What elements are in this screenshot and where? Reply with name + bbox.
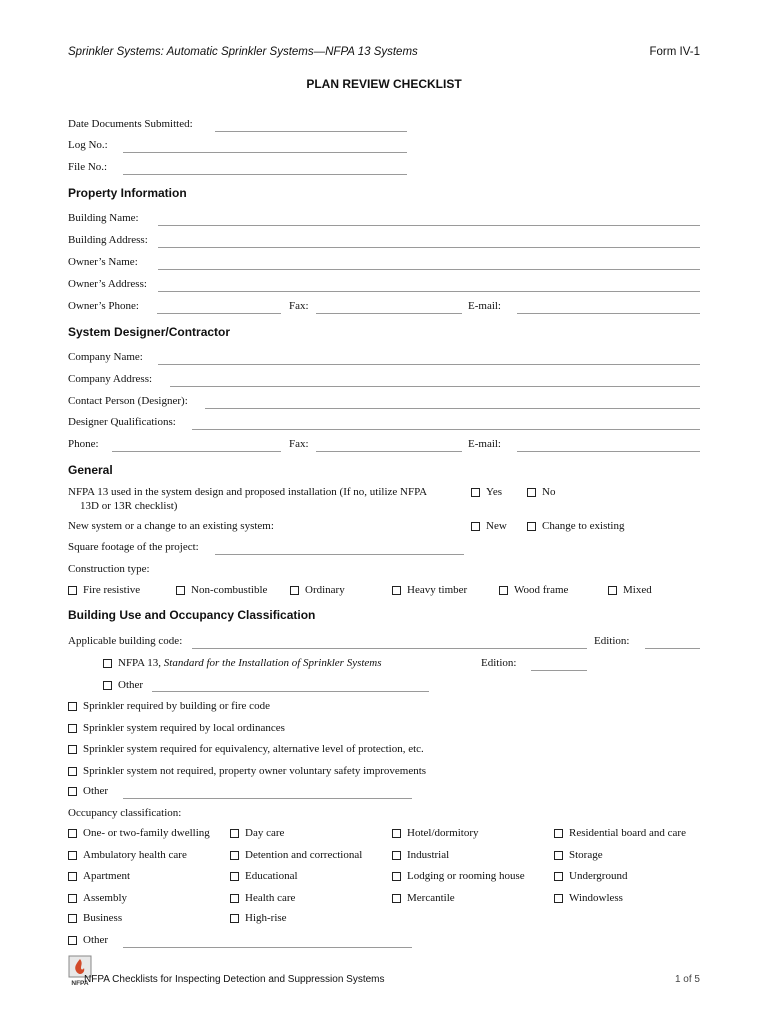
occupancy-other-field[interactable] bbox=[123, 947, 412, 948]
construction-non-combustible-label: Non-combustible bbox=[191, 584, 268, 596]
occupancy-residential-board-care-checkbox[interactable] bbox=[554, 829, 563, 838]
new-checkbox[interactable] bbox=[471, 522, 480, 531]
date-submitted-label: Date Documents Submitted: bbox=[68, 118, 193, 130]
owner-email-label: E-mail: bbox=[468, 300, 501, 312]
other-code-label: Other bbox=[118, 679, 144, 691]
construction-ordinary-label: Ordinary bbox=[305, 584, 345, 596]
square-footage-field[interactable] bbox=[215, 554, 464, 555]
occupancy-high-rise-checkbox[interactable] bbox=[230, 914, 239, 923]
occupancy-underground-label: Underground bbox=[569, 870, 628, 882]
building-address-label: Building Address: bbox=[68, 234, 148, 246]
occupancy-industrial-label: Industrial bbox=[407, 849, 450, 861]
contact-person-label: Contact Person (Designer): bbox=[68, 395, 188, 407]
code-edition-field[interactable] bbox=[645, 648, 700, 649]
occupancy-other-label: Other bbox=[83, 934, 109, 946]
change-existing-label: Change to existing bbox=[542, 520, 625, 532]
occupancy-windowless-label: Windowless bbox=[569, 892, 623, 904]
requirement-other-field[interactable] bbox=[123, 798, 412, 799]
qualifications-label: Designer Qualifications: bbox=[68, 416, 176, 428]
footer-text: NFPA Checklists for Inspecting Detection and Suppression Systems bbox=[84, 974, 385, 985]
page-number: 1 of 5 bbox=[674, 974, 700, 985]
header-form-name: Sprinkler Systems: Automatic Sprinkler Systems—NFPA 13 Systems bbox=[68, 46, 418, 58]
requirement-voluntary-label: Sprinkler system not required, property owner voluntary safety improvements bbox=[83, 765, 427, 777]
company-address-label: Company Address: bbox=[68, 373, 153, 385]
occupancy-hotel-dormitory-label: Hotel/dormitory bbox=[407, 827, 479, 839]
building-address-field[interactable] bbox=[158, 247, 700, 248]
occupancy-other-checkbox[interactable] bbox=[68, 936, 77, 945]
construction-mixed-checkbox[interactable] bbox=[608, 586, 617, 595]
qualifications-field[interactable] bbox=[192, 429, 700, 430]
owner-fax-label: Fax: bbox=[289, 300, 309, 312]
occupancy-classification-label: Occupancy classification: bbox=[68, 807, 182, 819]
yes-label: Yes bbox=[486, 486, 503, 498]
applicable-code-label: Applicable building code: bbox=[68, 635, 183, 647]
occupancy-one-two-family-label: One- or two-family dwelling bbox=[83, 827, 210, 839]
requirement-equivalency-label: Sprinkler system required for equivalency, alternative level of protection, etc. bbox=[83, 743, 424, 755]
occupancy-industrial-checkbox[interactable] bbox=[392, 851, 401, 860]
requirement-other-label: Other bbox=[83, 785, 109, 797]
occupancy-windowless-checkbox[interactable] bbox=[554, 894, 563, 903]
occupancy-apartment-label: Apartment bbox=[83, 870, 131, 882]
occupancy-health-care-checkbox[interactable] bbox=[230, 894, 239, 903]
code-edition-label: Edition: bbox=[594, 635, 630, 647]
other-code-checkbox[interactable] bbox=[103, 681, 112, 690]
contact-person-field[interactable] bbox=[205, 408, 700, 409]
building-name-label: Building Name: bbox=[68, 212, 139, 224]
occupancy-day-care-checkbox[interactable] bbox=[230, 829, 239, 838]
construction-non-combustible-checkbox[interactable] bbox=[176, 586, 185, 595]
nfpa13-title: Standard for the Installation of Sprinkler Systems bbox=[163, 657, 382, 669]
requirement-equivalency-checkbox[interactable] bbox=[68, 745, 77, 754]
log-no-field[interactable] bbox=[123, 152, 407, 153]
change-existing-checkbox[interactable] bbox=[527, 522, 536, 531]
no-checkbox[interactable] bbox=[527, 488, 536, 497]
general-heading: General bbox=[68, 463, 113, 477]
construction-wood-frame-checkbox[interactable] bbox=[499, 586, 508, 595]
occupancy-health-care-label: Health care bbox=[245, 892, 296, 904]
nfpa13-question-line1: NFPA 13 used in the system design and proposed installation (If no, utilize NFPA bbox=[68, 486, 428, 498]
requirement-local-ordinances-label: Sprinkler system required by local ordinances bbox=[83, 722, 285, 734]
occupancy-high-rise-label: High-rise bbox=[245, 912, 287, 924]
occupancy-mercantile-checkbox[interactable] bbox=[392, 894, 401, 903]
owner-address-label: Owner’s Address: bbox=[68, 278, 147, 290]
occupancy-apartment-checkbox[interactable] bbox=[68, 872, 77, 881]
designer-phone-field[interactable] bbox=[112, 451, 281, 452]
occupancy-residential-board-care-label: Residential board and care bbox=[569, 827, 686, 839]
nfpa13-prefix: NFPA 13, bbox=[118, 657, 164, 669]
occupancy-storage-label: Storage bbox=[569, 849, 603, 861]
owner-phone-label: Owner’s Phone: bbox=[68, 300, 139, 312]
occupancy-one-two-family-checkbox[interactable] bbox=[68, 829, 77, 838]
no-label: No bbox=[542, 486, 556, 498]
date-submitted-field[interactable] bbox=[215, 131, 407, 132]
occupancy-heading: Building Use and Occupancy Classification bbox=[68, 608, 316, 622]
construction-heavy-timber-checkbox[interactable] bbox=[392, 586, 401, 595]
designer-email-label: E-mail: bbox=[468, 438, 501, 450]
occupancy-detention-label: Detention and correctional bbox=[245, 849, 363, 861]
nfpa13-edition-field[interactable] bbox=[531, 670, 587, 671]
nfpa13-question-line2: 13D or 13R checklist) bbox=[80, 500, 178, 512]
construction-fire-resistive-checkbox[interactable] bbox=[68, 586, 77, 595]
designer-heading: System Designer/Contractor bbox=[68, 325, 231, 339]
page-title: PLAN REVIEW CHECKLIST bbox=[306, 77, 462, 91]
construction-wood-frame-label: Wood frame bbox=[514, 584, 569, 596]
nfpa13-standard-checkbox[interactable] bbox=[103, 659, 112, 668]
owner-name-field[interactable] bbox=[158, 269, 700, 270]
square-footage-label: Square footage of the project: bbox=[68, 541, 199, 553]
occupancy-business-label: Business bbox=[83, 912, 123, 924]
form-number: Form IV-1 bbox=[649, 46, 700, 58]
occupancy-educational-checkbox[interactable] bbox=[230, 872, 239, 881]
new-system-question: New system or a change to an existing system: bbox=[68, 520, 274, 532]
owner-name-label: Owner’s Name: bbox=[68, 256, 138, 268]
occupancy-hotel-dormitory-checkbox[interactable] bbox=[392, 829, 401, 838]
building-name-field[interactable] bbox=[158, 225, 700, 226]
occupancy-underground-checkbox[interactable] bbox=[554, 872, 563, 881]
nfpa13-standard-label bbox=[118, 657, 382, 669]
file-no-field[interactable] bbox=[123, 174, 407, 175]
designer-email-field[interactable] bbox=[517, 451, 700, 452]
file-no-label: File No.: bbox=[68, 161, 108, 173]
occupancy-lodging-checkbox[interactable] bbox=[392, 872, 401, 881]
occupancy-business-checkbox[interactable] bbox=[68, 914, 77, 923]
occupancy-assembly-label: Assembly bbox=[83, 892, 127, 904]
new-label: New bbox=[486, 520, 507, 532]
requirement-building-code-checkbox[interactable] bbox=[68, 702, 77, 711]
requirement-building-code-label: Sprinkler required by building or fire code bbox=[83, 700, 270, 712]
occupancy-lodging-label: Lodging or rooming house bbox=[407, 870, 525, 882]
designer-fax-field[interactable] bbox=[316, 451, 462, 452]
property-heading: Property Information bbox=[68, 186, 187, 200]
designer-fax-label: Fax: bbox=[289, 438, 309, 450]
nfpa13-edition-label: Edition: bbox=[481, 657, 517, 669]
svg-text:NFPA: NFPA bbox=[71, 980, 89, 987]
occupancy-day-care-label: Day care bbox=[245, 827, 285, 839]
construction-mixed-label: Mixed bbox=[623, 584, 652, 596]
occupancy-assembly-checkbox[interactable] bbox=[68, 894, 77, 903]
requirement-local-ordinances-checkbox[interactable] bbox=[68, 724, 77, 733]
occupancy-ambulatory-label: Ambulatory health care bbox=[83, 849, 187, 861]
occupancy-storage-checkbox[interactable] bbox=[554, 851, 563, 860]
yes-checkbox[interactable] bbox=[471, 488, 480, 497]
construction-fire-resistive-label: Fire resistive bbox=[83, 584, 141, 596]
construction-heavy-timber-label: Heavy timber bbox=[407, 584, 468, 596]
occupancy-ambulatory-checkbox[interactable] bbox=[68, 851, 77, 860]
company-name-label: Company Name: bbox=[68, 351, 143, 363]
log-no-label: Log No.: bbox=[68, 139, 108, 151]
company-address-field[interactable] bbox=[170, 386, 700, 387]
requirement-voluntary-checkbox[interactable] bbox=[68, 767, 77, 776]
owner-address-field[interactable] bbox=[158, 291, 700, 292]
occupancy-educational-label: Educational bbox=[245, 870, 298, 882]
requirement-other-checkbox[interactable] bbox=[68, 787, 77, 796]
applicable-code-field[interactable] bbox=[192, 648, 587, 649]
construction-ordinary-checkbox[interactable] bbox=[290, 586, 299, 595]
occupancy-detention-checkbox[interactable] bbox=[230, 851, 239, 860]
other-code-field[interactable] bbox=[152, 691, 429, 692]
owner-fax-field[interactable] bbox=[316, 313, 462, 314]
occupancy-mercantile-label: Mercantile bbox=[407, 892, 455, 904]
construction-type-label: Construction type: bbox=[68, 563, 150, 575]
owner-phone-field[interactable] bbox=[157, 313, 281, 314]
designer-phone-label: Phone: bbox=[68, 438, 99, 450]
company-name-field[interactable] bbox=[158, 364, 700, 365]
owner-email-field[interactable] bbox=[517, 313, 700, 314]
